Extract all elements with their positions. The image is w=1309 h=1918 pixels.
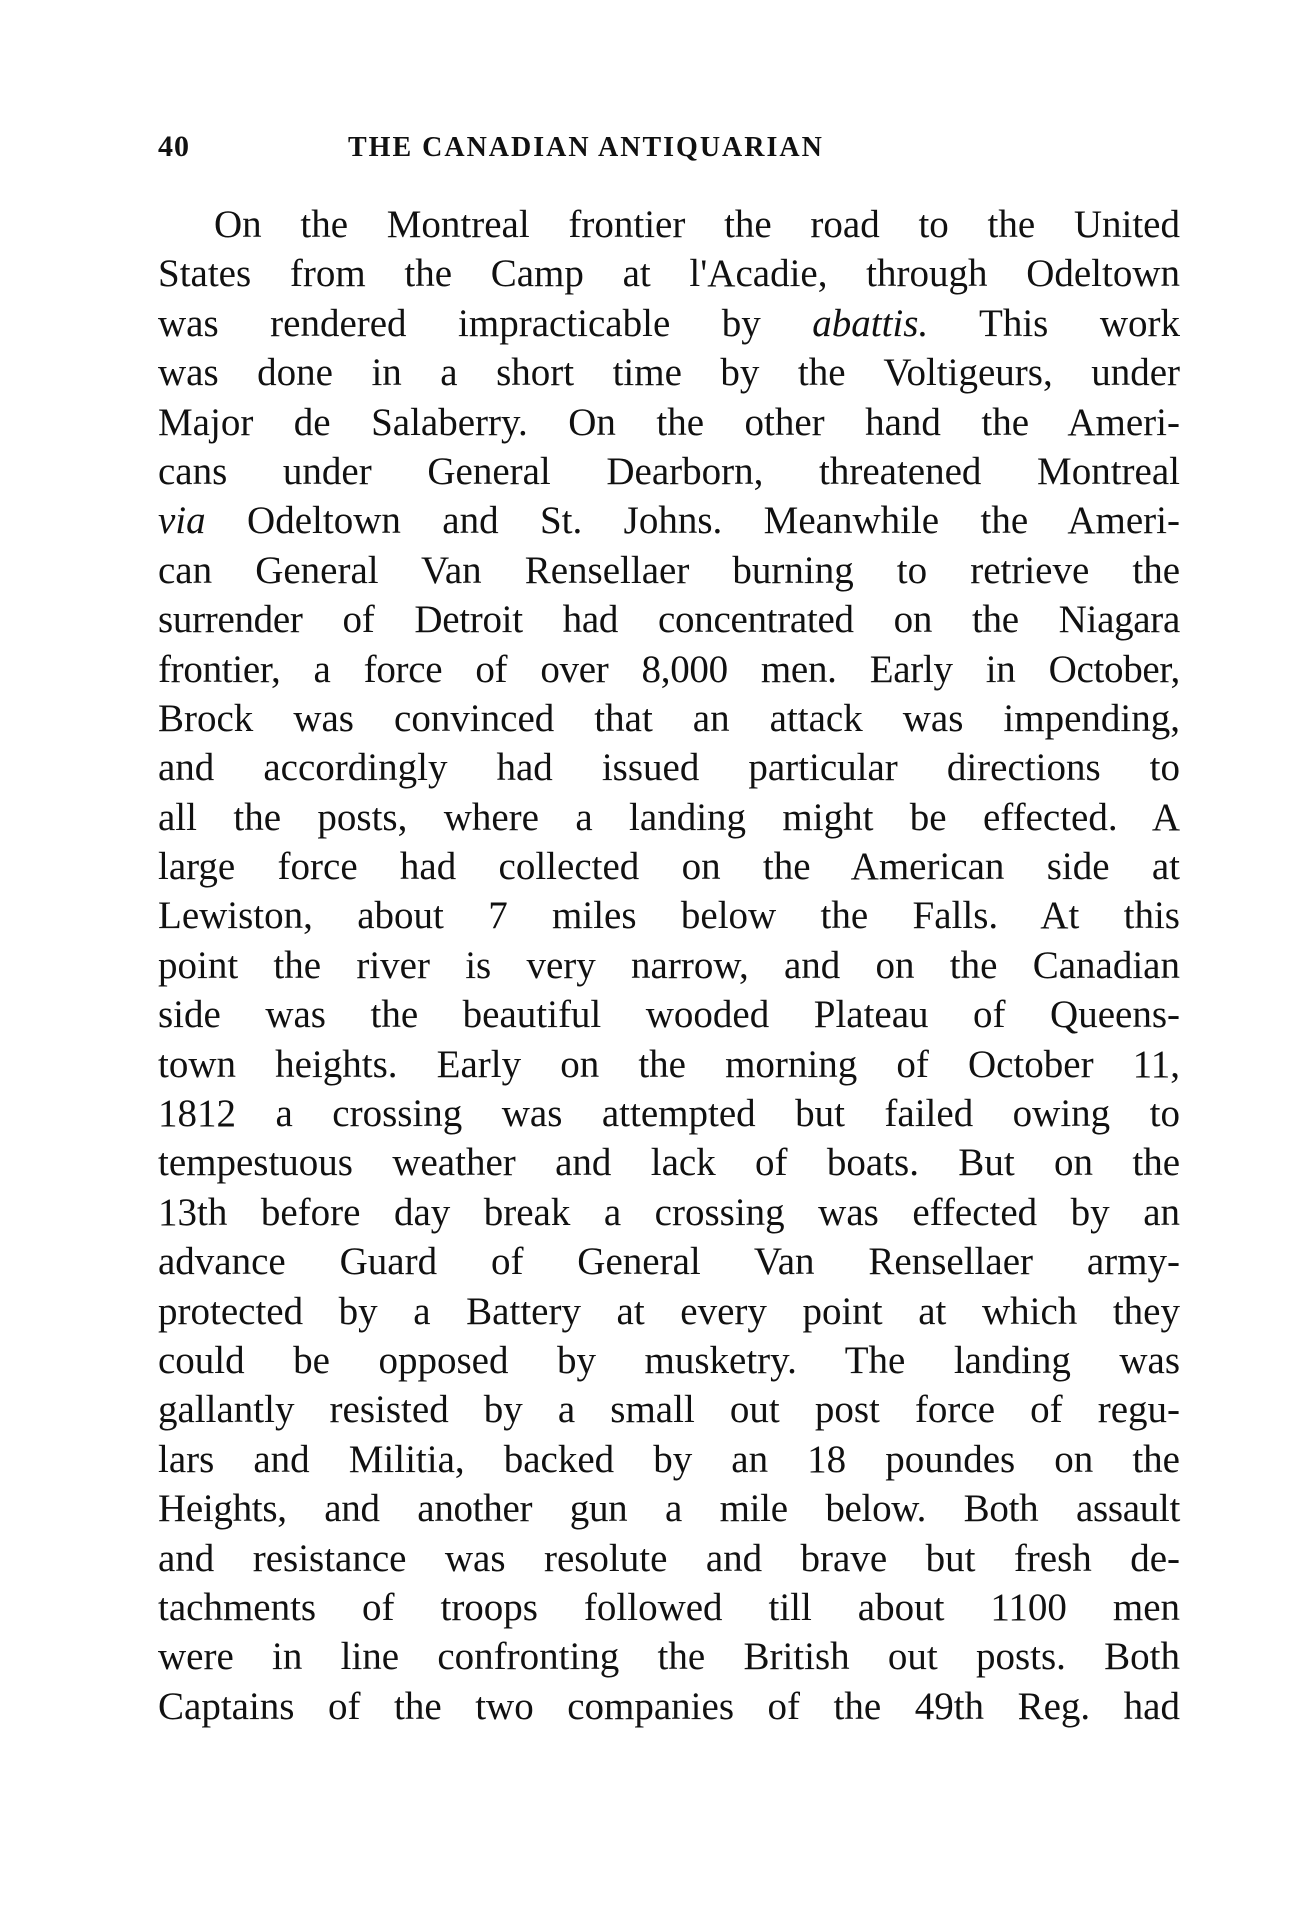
text-line: were in line confronting the British out posts. Both bbox=[158, 1635, 1180, 1679]
text-line: and accordingly had issued particular directions to bbox=[158, 746, 1180, 790]
text-line: 1812 a crossing was attempted but failed owing to bbox=[158, 1092, 1180, 1136]
text-line: On the Montreal frontier the road to the United bbox=[214, 203, 1180, 246]
text-line: was done in a short time by the Voltigeurs, under bbox=[158, 351, 1180, 395]
text-line: Lewiston, about 7 miles below the Falls. At this bbox=[158, 894, 1180, 938]
text-line: Major de Salaberry. On the other hand the Ameri- bbox=[158, 400, 1180, 444]
text-line: lars and Militia, backed by an 18 poundes on the bbox=[158, 1437, 1180, 1481]
body-text bbox=[158, 200, 1180, 1731]
text-line: large force had collected on the American side at bbox=[158, 845, 1180, 889]
text-line: can General Van Rensellaer burning to retrieve the bbox=[158, 548, 1180, 592]
text-line: frontier, a force of over 8,000 men. Early in October, bbox=[158, 647, 1180, 691]
italic-term: via bbox=[158, 499, 206, 543]
text-line: town heights. Early on the morning of October 11, bbox=[158, 1042, 1180, 1086]
text-line: Brock was convinced that an attack was impending, bbox=[158, 696, 1180, 740]
text-line: 13th before day break a crossing was effected by an bbox=[158, 1190, 1180, 1234]
page-number: 40 bbox=[158, 130, 190, 163]
text-line: gallantly resisted by a small out post force of regu- bbox=[158, 1388, 1180, 1432]
running-head bbox=[158, 130, 1178, 180]
text-line: Heights, and another gun a mile below. Both assault bbox=[158, 1487, 1180, 1531]
text-line: and resistance was resolute and brave but fresh de- bbox=[158, 1536, 1180, 1580]
italic-term: abattis. bbox=[812, 301, 929, 345]
text-line: was rendered impracticable by abattis. This work bbox=[158, 301, 1180, 345]
text-line: surrender of Detroit had concentrated on the Niagara bbox=[158, 598, 1180, 642]
running-title: THE CANADIAN ANTIQUARIAN bbox=[348, 132, 824, 163]
text-line: Captains of the two companies of the 49th Reg. had bbox=[158, 1684, 1180, 1728]
text-line: States from the Camp at l'Acadie, through Odeltown bbox=[158, 252, 1180, 296]
text-line: side was the beautiful wooded Plateau of Queens- bbox=[158, 993, 1180, 1037]
text-line: advance Guard of General Van Rensellaer army- bbox=[158, 1240, 1180, 1284]
text-line: tachments of troops followed till about 1100 men bbox=[158, 1585, 1180, 1629]
text-line: protected by a Battery at every point at which they bbox=[158, 1289, 1180, 1333]
text-line: tempestuous weather and lack of boats. But on the bbox=[158, 1141, 1180, 1185]
text-line: via Odeltown and St. Johns. Meanwhile the Ameri- bbox=[158, 499, 1180, 543]
text-line: could be opposed by musketry. The landing was bbox=[158, 1338, 1180, 1382]
text-line: point the river is very narrow, and on the Canadian bbox=[158, 943, 1180, 987]
text-line: cans under General Dearborn, threatened Montreal bbox=[158, 449, 1180, 493]
text-line: all the posts, where a landing might be effected. A bbox=[158, 795, 1180, 839]
